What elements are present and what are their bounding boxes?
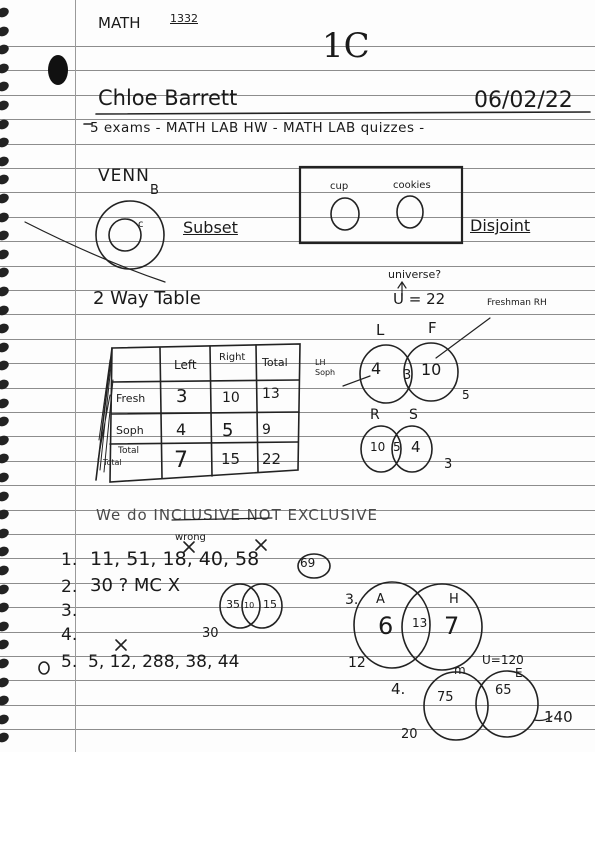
problem4-set-m: m xyxy=(454,663,466,677)
problem4-e-circle xyxy=(476,671,538,737)
table-row-3 xyxy=(110,442,298,444)
table-row-2 xyxy=(111,412,299,414)
subset-label: Subset xyxy=(183,218,238,237)
problem4-region-m: 75 xyxy=(437,690,454,705)
name-underline xyxy=(96,112,590,114)
rs-region-overlap: 5 xyxy=(393,440,401,454)
venn-r-circle xyxy=(361,426,401,472)
cell-fresh-total: 13 xyxy=(262,386,280,402)
binder-hole xyxy=(48,55,68,85)
freshman-arrow xyxy=(436,318,490,358)
cell-fresh-left: 3 xyxy=(176,386,188,407)
row-label-total: Total xyxy=(118,446,140,456)
agenda-line: 5 exams - MATH LAB HW - MATH LAB quizzes - xyxy=(90,120,425,136)
answer-text-1: 11, 51, 18, 40, 58 xyxy=(90,548,260,570)
set-label-l: L xyxy=(376,321,385,339)
answer-number-2: 2. xyxy=(61,577,78,597)
problem3-outside: 12 xyxy=(348,655,366,671)
disjoint-right-circle xyxy=(397,196,423,228)
problem4-m-circle xyxy=(424,672,488,740)
lf-region-overlap: 3 xyxy=(403,368,412,383)
total-arrow xyxy=(534,716,552,721)
answer-text-2: 30 ? MC X xyxy=(90,575,181,596)
lh-soph-text: LH Soph xyxy=(315,358,336,377)
date: 06/02/22 xyxy=(474,88,573,113)
universe-equation: U = 22 xyxy=(393,290,446,308)
cell-total-total: 22 xyxy=(262,450,282,468)
rs-region-left: 10 xyxy=(370,440,386,454)
lf-region-left: 4 xyxy=(371,359,382,378)
two-way-heading: 2 Way Table xyxy=(93,288,201,309)
disjoint-left-circle xyxy=(331,198,359,230)
cell-total-right: 15 xyxy=(221,450,241,468)
col-header-right: Right xyxy=(219,352,246,363)
wrong-x-1 xyxy=(184,542,194,552)
lf-region-right: 10 xyxy=(421,360,442,379)
answer-69-circle xyxy=(298,554,330,578)
small-venn-left: 35 xyxy=(226,598,240,611)
answer-text-5: 5, 12, 288, 38, 44 xyxy=(88,652,240,672)
problem3-label: 3. xyxy=(345,592,359,608)
rs-region-right: 4 xyxy=(411,438,421,456)
cell-soph-right: 5 xyxy=(222,420,234,441)
wrong-note: wrong xyxy=(175,532,206,543)
problem3-set-h: H xyxy=(449,592,459,607)
row-label-soph: Soph xyxy=(116,424,144,437)
universe-arrow xyxy=(398,282,406,296)
disjoint-label: Disjoint xyxy=(470,216,531,235)
table-col-3 xyxy=(256,345,258,472)
wrong-x-5 xyxy=(116,640,126,650)
course-label: MATH xyxy=(98,14,141,32)
inclusive-note: We do INCLUSIVE NOT EXCLUSIVE xyxy=(96,506,378,524)
stray-line xyxy=(25,222,165,282)
answer-number-5: 5. xyxy=(61,652,78,672)
problem4-outside: 20 xyxy=(401,727,418,742)
set-label-r: R xyxy=(370,407,380,423)
answer-extra-1: 69 xyxy=(300,556,316,570)
subset-inner-circle xyxy=(109,219,141,251)
inclusive-underline xyxy=(172,518,272,520)
student-name: Chloe Barrett xyxy=(98,86,238,110)
problem3-set-a: A xyxy=(376,592,385,607)
small-venn-outside: 30 xyxy=(202,626,219,641)
problem3-region-overlap: 13 xyxy=(412,616,428,630)
cell-soph-total: 9 xyxy=(262,422,271,438)
venn-s-circle xyxy=(392,426,432,472)
col-header-total: Total xyxy=(262,356,288,369)
row-label-fresh: Fresh xyxy=(116,392,146,405)
answer-number-1: 1. xyxy=(61,550,78,570)
disjoint-right-label: cookies xyxy=(393,180,431,191)
cell-fresh-right: 10 xyxy=(222,390,240,406)
margin-scribble xyxy=(39,662,49,674)
small-venn-right: 15 xyxy=(263,598,277,611)
corner-note: Total xyxy=(103,458,122,467)
problem4-set-e: E xyxy=(515,666,523,680)
wrong-x-2 xyxy=(256,540,266,550)
lh-soph-arrow xyxy=(343,376,370,386)
answer-number-3: 3. xyxy=(61,601,78,621)
section-label: 1C xyxy=(322,26,370,66)
freshman-rh-text: Freshman RH xyxy=(487,298,547,308)
answer-number-4: 4. xyxy=(61,625,78,645)
small-venn-left-circle xyxy=(220,584,260,628)
small-venn-right-circle xyxy=(242,584,282,628)
disjoint-universe-box xyxy=(300,167,462,243)
problem4-region-e: 65 xyxy=(495,683,512,698)
rs-outside-value: 3 xyxy=(444,457,453,472)
problem4-total: 140 xyxy=(544,708,573,726)
cell-total-left: 7 xyxy=(174,448,188,473)
set-label-s: S xyxy=(409,407,418,423)
disjoint-left-label: cup xyxy=(330,181,349,192)
subset-outer-letter: B xyxy=(150,183,159,198)
problem3-h-circle xyxy=(402,584,482,670)
col-header-left: Left xyxy=(174,358,197,372)
problem3-region-a: 6 xyxy=(378,612,394,640)
venn-heading: VENN xyxy=(98,166,150,186)
set-label-f: F xyxy=(428,319,437,337)
lf-outside-value: 5 xyxy=(462,388,470,402)
table-row-1 xyxy=(112,380,299,382)
problem3-a-circle xyxy=(354,582,430,668)
subset-outer-circle xyxy=(96,201,164,269)
small-venn-overlap: 10 xyxy=(244,601,255,610)
universe-question: universe? xyxy=(388,268,442,281)
course-number: 1332 xyxy=(170,12,198,25)
cell-soph-left: 4 xyxy=(176,420,187,439)
problem3-region-h: 7 xyxy=(444,612,460,640)
problem4-universe: U=120 xyxy=(482,653,524,667)
problem4-label: 4. xyxy=(391,680,406,698)
subset-inner-letter: c xyxy=(138,219,144,230)
table-col-2 xyxy=(210,346,212,476)
